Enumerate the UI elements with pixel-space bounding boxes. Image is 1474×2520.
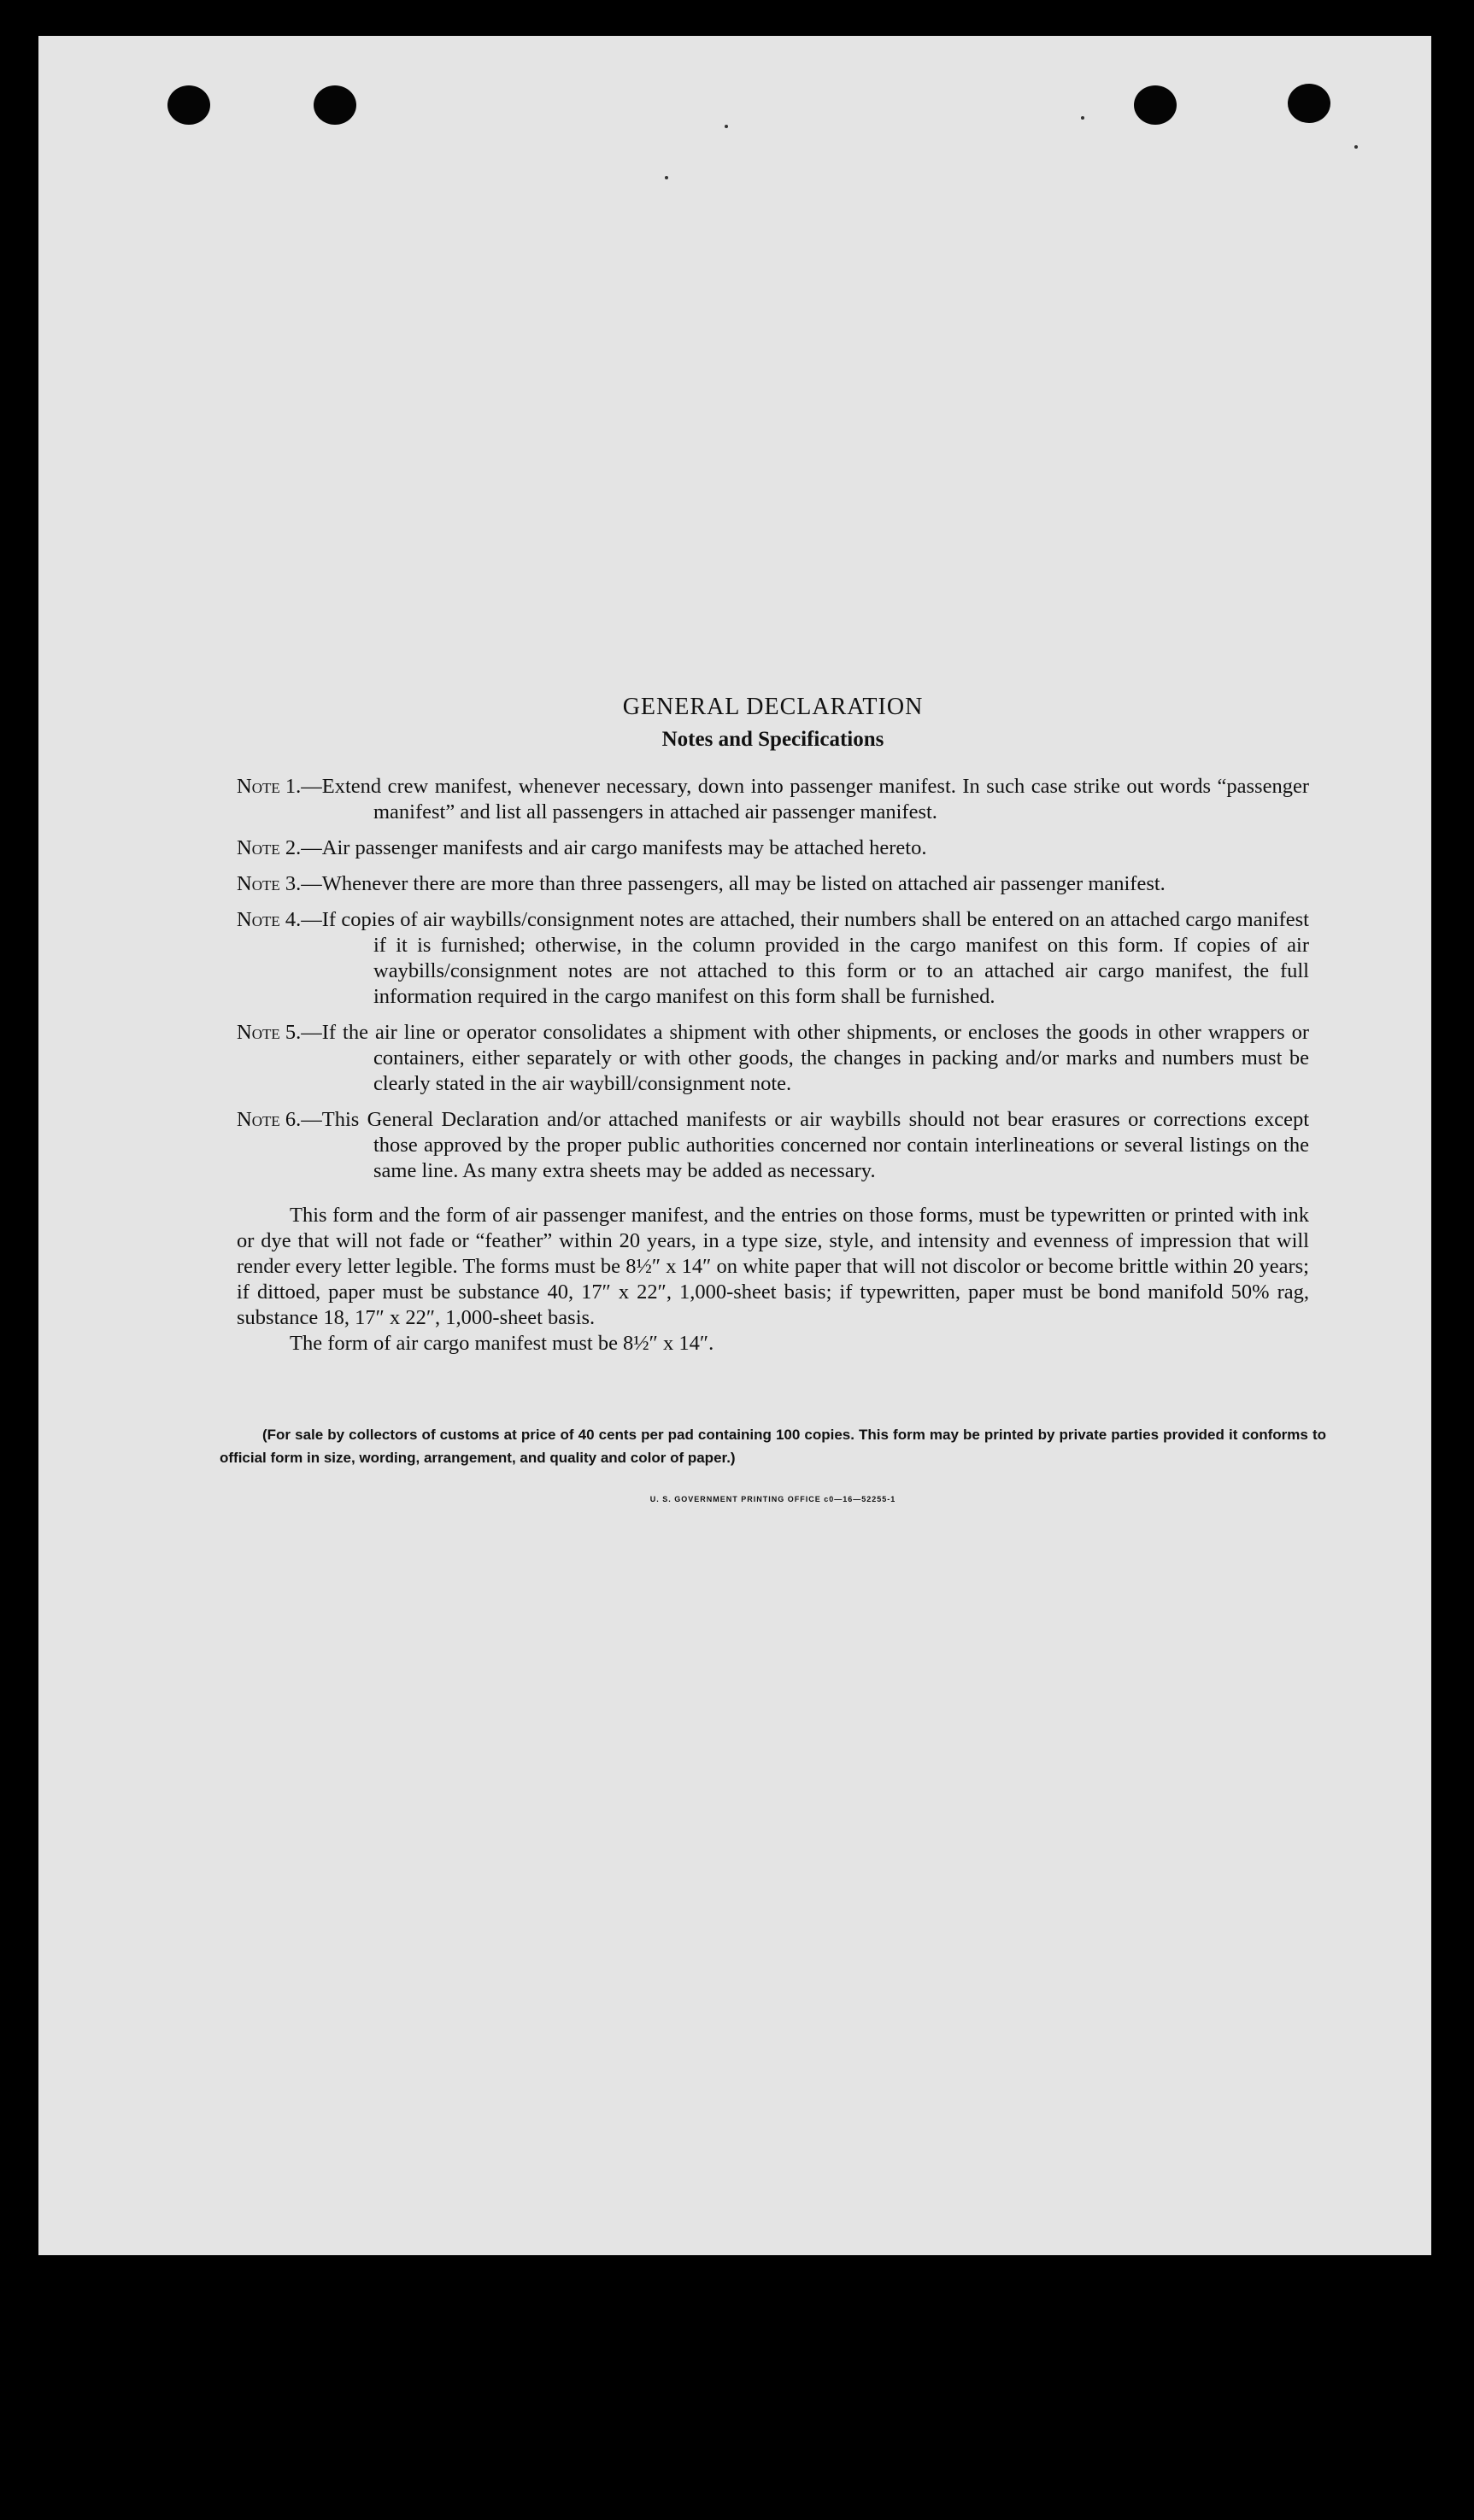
punch-hole: [167, 85, 210, 125]
note-label: Note 6.: [237, 1108, 302, 1131]
paper-speck: [1081, 116, 1084, 120]
punch-hole: [1134, 85, 1177, 125]
paper-speck: [665, 176, 668, 179]
document-page: [38, 36, 1431, 2255]
note-1: [237, 774, 1309, 825]
paper-speck: [1354, 145, 1358, 149]
punch-hole: [1288, 84, 1330, 123]
printer-imprint: U. S. GOVERNMENT PRINTING OFFICE c0—16—52255-1: [649, 1495, 896, 1503]
note-text: —Extend crew manifest, whenever necessary, down into passenger manifest. In such case strike out words “passenger manifest” and list all passengers in attached air passenger manifest.: [301, 775, 1309, 823]
document-subtitle: Notes and Specifications: [661, 728, 884, 751]
note-4: [237, 907, 1309, 1010]
note-text: —This General Declaration and/or attached manifests or air waybills should not bear erasures or corrections except those approved by the proper public authorities concerned nor contain interlineations or several listings on the same line. As many extra sheets may be added as necessary.: [301, 1108, 1309, 1182]
note-label: Note 4.: [237, 908, 302, 931]
note-5: [237, 1020, 1309, 1097]
note-text: —Air passenger manifests and air cargo manifests may be attached hereto.: [301, 836, 927, 859]
cargo-manifest-size-paragraph: The form of air cargo manifest must be 8½″ x 14″.: [290, 1332, 714, 1355]
note-text: —If the air line or operator consolidates a shipment with other shipments, or encloses the goods in other wrappers or containers, either separately or with other goods, the changes in packing and/or marks and numbers must be clearly stated in the air waybill/consignment note.: [301, 1021, 1309, 1095]
note-2: [237, 835, 1309, 861]
sale-notice: (For sale by collectors of customs at price of 40 cents per pad containing 100 copies. This form may be printed by private parties provided it conforms to official form in size, wording, arrangement, and quality and color of paper.): [220, 1427, 1326, 1466]
note-text: —If copies of air waybills/consignment notes are attached, their numbers shall be entered on an attached cargo manifest if it is furnished; otherwise, in the column provided in the cargo manifest on this form. If copies of air waybills/consignment notes are not attached to this form or to an attached air cargo manifest, the full information required in the cargo manifest on this form shall be furnished.: [301, 908, 1309, 1008]
punch-hole: [314, 85, 356, 125]
form-specification-paragraph: This form and the form of air passenger manifest, and the entries on those forms, must be typewritten or printed with ink or dye that will not fade or “feather” within 20 years, in a type size, style, and intensity and evenness of impression that will render every letter legible. The forms must be 8½″ x 14″ on white paper that will not discolor or become brittle within 20 years; if dittoed, paper must be substance 40, 17″ x 22″, 1,000-sheet basis; if typewritten, paper must be bond manifold 50% rag, substance 18, 17″ x 22″, 1,000-sheet basis.: [237, 1204, 1309, 1329]
note-label: Note 5.: [237, 1021, 302, 1044]
note-6: [237, 1107, 1309, 1184]
note-3: [237, 871, 1309, 897]
paper-speck: [725, 125, 728, 128]
note-label: Note 2.: [237, 836, 302, 859]
note-label: Note 3.: [237, 872, 302, 895]
note-label: Note 1.: [237, 775, 302, 798]
declaration-content: [220, 694, 1326, 1503]
note-text: —Whenever there are more than three passengers, all may be listed on attached air passenger manifest.: [301, 872, 1166, 895]
document-title: GENERAL DECLARATION: [622, 694, 924, 720]
